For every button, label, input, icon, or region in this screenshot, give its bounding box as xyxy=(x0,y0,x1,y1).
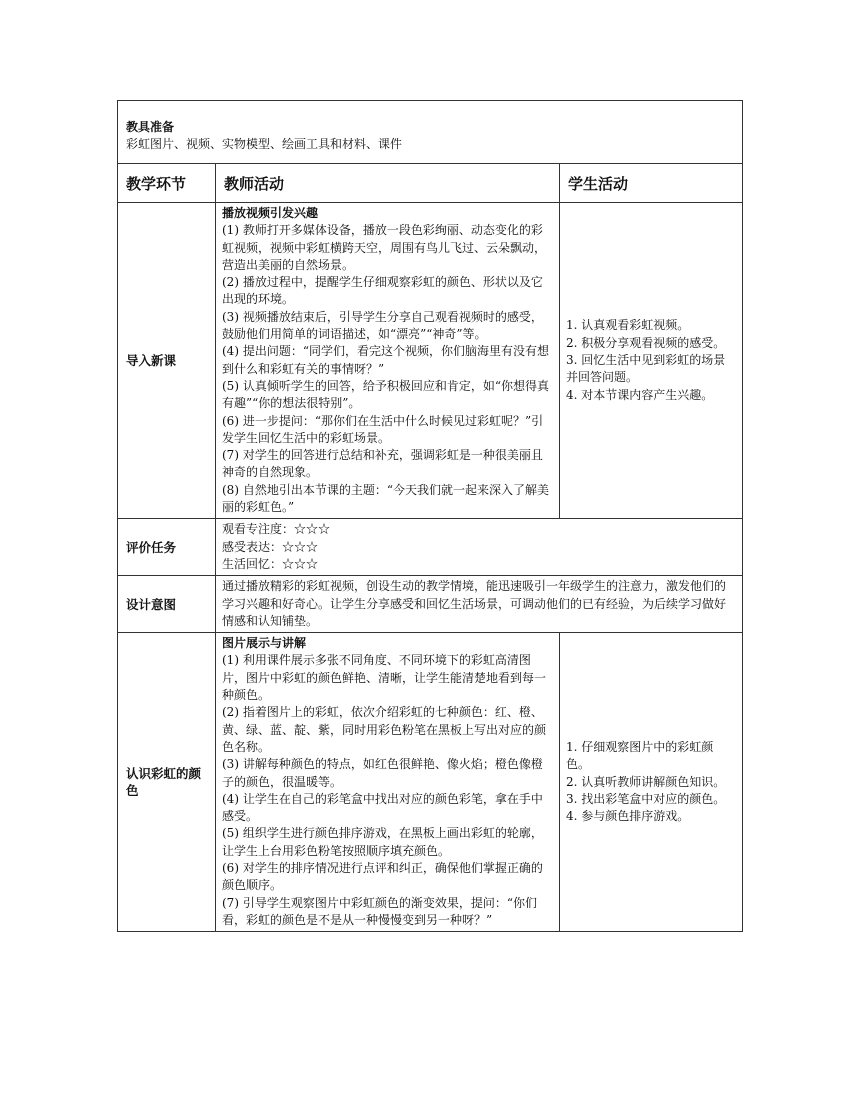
intro-row xyxy=(118,203,743,519)
lesson-plan-table xyxy=(117,100,743,932)
colors-teacher-step: (2) 指着图片上的彩虹，依次介绍彩虹的七种颜色：红、橙、黄、绿、蓝、靛、紫，同时用彩色粉笔在黑板上写出对应的颜色名称。 xyxy=(222,705,547,754)
colors-student-cell xyxy=(560,633,743,932)
evaluation-label: 评价任务 xyxy=(118,519,216,576)
intro-student-item: 1. 认真观看彩虹视频。 xyxy=(566,318,690,333)
prep-content: 彩虹图片、视频、实物模型、绘画工具和材料、课件 xyxy=(126,137,403,152)
colors-teacher-step: (3) 讲解每种颜色的特点，如红色很鲜艳、像火焰；橙色像橙子的颜色，很温暖等。 xyxy=(222,757,543,789)
intro-label: 导入新课 xyxy=(118,203,216,519)
header-row xyxy=(118,164,743,203)
colors-teacher-cell xyxy=(216,633,560,932)
intro-subtitle: 播放视频引发兴趣 xyxy=(222,206,319,220)
intro-teacher-step: (5) 认真倾听学生的回答，给予积极回应和肯定，如“你想得真有趣”“你的想法很特别”。 xyxy=(222,378,549,411)
intro-teacher-cell xyxy=(216,203,560,519)
colors-teacher-step: (5) 组织学生进行颜色排序游戏，在黑板上画出彩虹的轮廓，让学生上台用彩色粉笔按照顺序填充颜色。 xyxy=(222,826,543,858)
colors-student-item: 3. 找出彩笔盒中对应的颜色。 xyxy=(566,791,726,806)
design-label: 设计意图 xyxy=(118,576,216,633)
evaluation-item: 观看专注度：☆☆☆ xyxy=(222,522,331,537)
colors-student-item: 4. 参与颜色排序游戏。 xyxy=(566,809,690,824)
intro-student-item: 2. 积极分享观看视频的感受。 xyxy=(566,335,726,350)
colors-label: 认识彩虹的颜色 xyxy=(118,633,216,932)
prep-row xyxy=(118,101,743,164)
colors-subtitle: 图片展示与讲解 xyxy=(222,636,307,651)
intro-teacher-step: (4) 提出问题：“同学们，看完这个视频，你们脑海里有没有想到什么和彩虹有关的事情呀？” xyxy=(222,344,549,376)
colors-teacher-step: (6) 对学生的排序情况进行点评和纠正，确保他们掌握正确的颜色顺序。 xyxy=(222,860,543,893)
intro-teacher-step: (2) 播放过程中，提醒学生仔细观察彩虹的颜色、形状以及它出现的环境。 xyxy=(222,275,543,307)
intro-teacher-step: (1) 教师打开多媒体设备，播放一段色彩绚丽、动态变化的彩虹视频，视频中彩虹横跨天空，周围有鸟儿飞过、云朵飘动，营造出美丽的自然场景。 xyxy=(222,223,547,272)
intro-teacher-step: (6) 进一步提问：“那你们在生活中什么时候见过彩虹呢？”引发学生回忆生活中的彩虹场景。 xyxy=(222,413,544,445)
evaluation-row xyxy=(118,519,743,576)
lesson-plan-page xyxy=(117,100,742,932)
colors-teacher-step: (1) 利用课件展示多张不同角度、不同环境下的彩虹高清图片，图片中彩虹的颜色鲜艳、清晰，让学生能清楚地看到每一种颜色。 xyxy=(222,653,547,703)
colors-student-item: 2. 认真听教师讲解颜色知识。 xyxy=(566,774,726,789)
header-student: 学生活动 xyxy=(560,164,743,203)
evaluation-cell xyxy=(216,519,743,576)
design-row xyxy=(118,576,743,633)
intro-teacher-step: (3) 视频播放结束后，引导学生分享自己观看视频时的感受，鼓励他们用简单的词语描述，如“漂亮”“神奇”等。 xyxy=(222,309,543,342)
header-stage: 教学环节 xyxy=(118,164,216,203)
colors-row xyxy=(118,633,743,932)
colors-teacher-step: (7) 引导学生观察图片中彩虹颜色的渐变效果，提问：“你们看，彩虹的颜色是不是从一种慢慢变到另一种呀？” xyxy=(222,895,537,927)
prep-title: 教具准备 xyxy=(126,120,175,134)
intro-student-cell xyxy=(560,203,743,519)
intro-teacher-step: (7) 对学生的回答进行总结和补充，强调彩虹是一种很美丽且神奇的自然现象。 xyxy=(222,448,543,480)
evaluation-item: 生活回忆：☆☆☆ xyxy=(222,556,319,571)
intro-student-item: 4. 对本节课内容产生兴趣。 xyxy=(566,387,714,402)
design-text: 通过播放精彩的彩虹视频，创设生动的教学情境，能迅速吸引一年级学生的注意力，激发他们的学习兴趣和好奇心。让学生分享感受和回忆生活场景，可调动他们的已有经验，为后续学习做好情感和认知铺垫。 xyxy=(216,576,743,633)
intro-student-item: 3. 回忆生活中见到彩虹的场景并回答问题。 xyxy=(566,353,726,385)
intro-teacher-step: (8) 自然地引出本节课的主题：“今天我们就一起来深入了解美丽的彩虹色。” xyxy=(222,482,549,515)
prep-cell xyxy=(118,101,743,164)
evaluation-item: 感受表达：☆☆☆ xyxy=(222,539,319,554)
colors-teacher-step: (4) 让学生在自己的彩笔盒中找出对应的颜色彩笔，拿在手中感受。 xyxy=(222,791,543,824)
header-teacher: 教师活动 xyxy=(216,164,560,203)
colors-student-item: 1. 仔细观察图片中的彩虹颜色。 xyxy=(566,739,714,772)
